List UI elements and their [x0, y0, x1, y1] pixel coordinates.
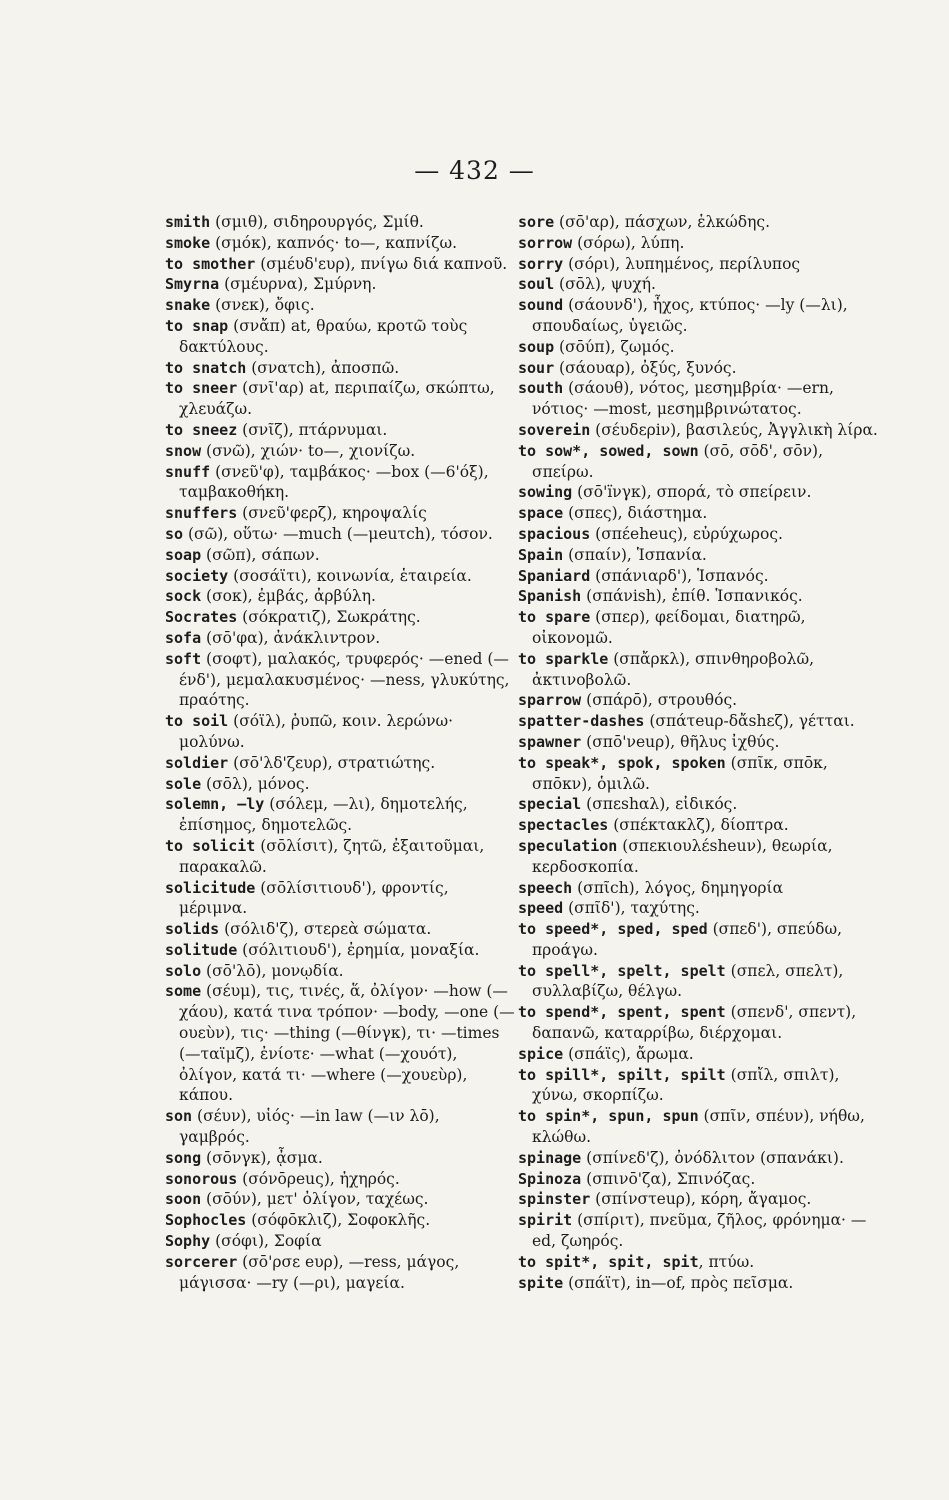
headword: sofa [165, 628, 202, 647]
dictionary-entry [518, 1210, 878, 1252]
definition: (σμιθ), σιδηρουργός, Σμίθ. [210, 213, 424, 231]
definition: (σνεκ), ὄφις. [210, 296, 315, 315]
headword: soap [165, 545, 202, 564]
definition: (σέυμ), τις, τινές, ἅ, ὀλίγον· —how (—χάου), κατά τινα τρόπον· —body, —one (—ουεὺν), τις· —thing (—θίνγκ), τι· —times (—ταϊμζ), ἐνίοτε· —what (—χουότ), ὀλίγον, κατά τι· —where (—χουεὺρ), κάπου. [179, 982, 515, 1105]
headword: Spaniard [518, 566, 591, 585]
headword: to sparkle [518, 649, 609, 668]
dictionary-entry [165, 420, 515, 441]
definition: (σπενδ', σπεντ), δαπανῶ, καταρρίβω, διέρχομαι. [532, 1003, 857, 1043]
dictionary-entry [165, 441, 515, 462]
definition: (σόνōρeuς), ἠχηρός. [237, 1169, 400, 1188]
definition: (σόφι), Σοφία [210, 1232, 322, 1251]
headword: snuff [165, 462, 211, 481]
definition: (σέυν), υἱός· —in law (—ιν λō), γαμβρός. [179, 1107, 440, 1147]
definition: (σοσάϊτι), κοινωνία, ἑταιρεία. [228, 566, 472, 585]
definition: (σμέυρνα), Σμύρνη. [219, 275, 377, 294]
definition: (σοφτ), μαλακός, τρυφερός· —ened (—ένδ'), μεμαλακυσμένος· —ness, γλυκύτης, πραότης. [179, 649, 510, 710]
dictionary-entry [518, 961, 878, 1003]
headword: song [165, 1148, 202, 1167]
dictionary-entry [518, 1169, 878, 1190]
headword: spice [518, 1044, 564, 1063]
definition: (σμόκ), καπνός· to—, καπνίζω. [210, 233, 458, 252]
headword: sonorous [165, 1169, 238, 1188]
headword: soft [165, 649, 202, 668]
headword: to speak*, spok, spoken [518, 753, 726, 772]
dictionary-entry [165, 607, 515, 628]
dictionary-entry [165, 503, 515, 524]
headword: smoke [165, 233, 211, 252]
headword: to sneer [165, 379, 238, 398]
definition: (σνεῦ'φ), ταμβάκος· —box (—6'όξ), ταμβακοθήκη. [179, 462, 489, 502]
headword: to soil [165, 712, 229, 731]
headword: to snap [165, 316, 229, 335]
definition: (σπες), διάστημα. [563, 504, 708, 523]
definition: (σπαίν), Ἱσπανία. [563, 545, 707, 564]
definition: (σπέκτακλζ), δίοπτρα. [608, 816, 789, 835]
definition: (σάουαρ), ὀξύς, ξυνός. [554, 358, 737, 377]
definition: (σπάρō), στρουθός. [581, 691, 738, 710]
headword: soup [518, 337, 555, 356]
headword: snake [165, 296, 211, 315]
definition: (σνἄπ) at, θραύω, κροτῶ τοὺς δακτύλους. [179, 316, 468, 356]
dictionary-entry [165, 794, 515, 836]
dictionary-entry [165, 233, 515, 254]
headword: some [165, 982, 202, 1001]
definition: (σπἄρκλ), σπινθηροβολῶ, ἀκτινοβολῶ. [532, 649, 815, 689]
dictionary-entry [518, 1252, 878, 1273]
dictionary-entry [518, 1106, 878, 1148]
headword: speed [518, 899, 564, 918]
definition: (σπἴλ, σπιλτ), χύνω, σκορπίζω. [532, 1065, 840, 1105]
definition: (σπάτeuρ-δἄshεζ), γέτται. [644, 712, 855, 731]
dictionary-entry [165, 316, 515, 358]
headword: Sophocles [165, 1211, 247, 1230]
dictionary-entry [165, 940, 515, 961]
dictionary-entry [518, 1002, 878, 1044]
definition: (σπελ, σπελτ), συλλαβίζω, θέλγω. [532, 961, 844, 1001]
headword: spinster [518, 1190, 591, 1209]
definition: (σόλιδ'ζ), στερεὰ σώματα. [219, 920, 432, 939]
definition: (σάουνδ'), ἦχος, κτύπος· —ly (—λι), σπουδαίως, ὑγειῶς. [532, 296, 848, 335]
definition: (σόφōκλιζ), Σοφοκλῆς. [246, 1211, 431, 1230]
definition: (σοκ), ἐμβάς, ἀρβύλη. [201, 587, 376, 606]
dictionary-entry [165, 836, 515, 878]
dictionary-entry [518, 482, 878, 503]
dictionary-entry [518, 337, 878, 358]
dictionary-entry [518, 1044, 878, 1065]
definition: (σνῶ), χιών· to—, χιονίζω. [201, 441, 416, 460]
definition: (σō, σōδ', σōν), σπείρω. [532, 441, 824, 481]
left-column [165, 212, 515, 1293]
headword: sound [518, 296, 564, 315]
headword: spatter-dashes [518, 712, 645, 731]
dictionary-entry [518, 711, 878, 732]
headword: speculation [518, 836, 618, 855]
definition: (σōλ), μόνος. [201, 774, 310, 793]
headword: sock [165, 587, 202, 606]
dictionary-entry [518, 753, 878, 795]
dictionary-entry [518, 1148, 878, 1169]
definition: (σπινō'ζα), Σπινόζας. [581, 1169, 756, 1188]
headword: solitude [165, 940, 238, 959]
dictionary-entry [518, 212, 878, 233]
dictionary-entry [165, 1169, 515, 1190]
dictionary-entry [165, 1106, 515, 1148]
definition: (σνῖζ), πτάρνυμαι. [237, 420, 388, 439]
headword: solemn, —ly [165, 795, 265, 814]
dictionary-entry [518, 358, 878, 379]
headword: spacious [518, 524, 591, 543]
definition: (σπέeheuς), εὐρύχωρος. [590, 524, 783, 543]
headword: son [165, 1107, 193, 1126]
dictionary-entry [518, 566, 878, 587]
headword: so [165, 524, 184, 543]
definition: (σō'λō), μονῳδία. [201, 961, 344, 980]
dictionary-entry [165, 981, 515, 1106]
definition: (σōλίσιτιουδ'), φροντίς, μέριμνα. [179, 878, 449, 918]
definition: (σō'αρ), πάσχων, ἑλκώδης. [554, 213, 770, 231]
dictionary-entry [518, 1189, 878, 1210]
dictionary-entry [165, 649, 515, 711]
definition: (σπίνστeuρ), κόρη, ἄγαμος. [590, 1190, 812, 1209]
dictionary-entry [165, 566, 515, 587]
definition: (σōνγκ), ᾆσμα. [201, 1148, 323, 1167]
headword: spite [518, 1273, 564, 1292]
definition: (σπεshαλ), εἰδικός. [581, 795, 738, 814]
headword: sparrow [518, 691, 582, 710]
dictionary-entry [165, 524, 515, 545]
dictionary-entry [165, 753, 515, 774]
headword: spawner [518, 732, 582, 751]
headword: soul [518, 275, 555, 294]
page-number: — 432 — [414, 156, 535, 185]
headword: sorrow [518, 233, 573, 252]
headword: Socrates [165, 608, 238, 627]
definition: (σέυδερiν), βασιλεύς, Ἀγγλικὴ λίρα. [590, 420, 878, 439]
headword: space [518, 504, 564, 523]
headword: Spain [518, 545, 564, 564]
headword: Sophy [165, 1232, 211, 1251]
dictionary-entry [518, 295, 878, 337]
definition: (σπίριτ), πνεῦμα, ζῆλος, φρόνημα· —ed, ζωηρός. [532, 1211, 867, 1251]
headword: to spill*, spilt, spilt [518, 1065, 726, 1084]
dictionary-entry [518, 233, 878, 254]
dictionary-entry [165, 919, 515, 940]
definition: (σō'ïνγκ), σπορά, τὸ σπείρειν. [572, 483, 812, 502]
dictionary-entry [165, 628, 515, 649]
headword: to speed*, sped, sped [518, 920, 708, 939]
dictionary-entry [518, 524, 878, 545]
definition: (σπῖν, σπέυν), νήθω, κλώθω. [532, 1107, 865, 1147]
definition: (σōύπ), ζωμός. [554, 337, 675, 356]
definition: (σπῖch), λόγος, δημηγορία [572, 878, 784, 897]
dictionary-entry [518, 1273, 878, 1294]
definition: (σμέυδ'ευρ), πνίγω διά καπνοῦ. [255, 254, 508, 273]
dictionary-entry [518, 441, 878, 483]
definition: (σōλ), ψυχή. [554, 275, 656, 294]
headword: south [518, 379, 564, 398]
headword: Smyrna [165, 275, 220, 294]
headword: sowing [518, 483, 573, 502]
headword: to spit*, spit, spit [518, 1252, 699, 1271]
definition: (σπάνιαρδ'), Ἱσπανός. [590, 566, 769, 585]
headword: society [165, 566, 229, 585]
dictionary-entry [518, 607, 878, 649]
headword: to spell*, spelt, spelt [518, 961, 726, 980]
dictionary-entry [165, 1231, 515, 1252]
headword: to smother [165, 254, 256, 273]
dictionary-entry [165, 212, 515, 233]
dictionary-entry [165, 774, 515, 795]
definition: (σōύν), μετ' ὀλίγον, ταχέως. [201, 1190, 429, 1209]
definition: (σπάϊτ), in—of, πρὸς πεῖσμα. [563, 1273, 794, 1292]
dictionary-entry [518, 815, 878, 836]
dictionary-entry [518, 586, 878, 607]
dictionary-entry [165, 1210, 515, 1231]
definition: (σῶ), οὕτω· —much (—μeuτch), τόσον. [183, 524, 493, 543]
dictionary-entry [518, 1065, 878, 1107]
definition: (σόρω), λύπη. [572, 233, 685, 252]
definition: (σō'φα), ἀνάκλιντρον. [201, 628, 381, 647]
dictionary-entry [518, 545, 878, 566]
definition: (σῶπ), σάπων. [201, 545, 320, 564]
dictionary-entry [165, 1252, 515, 1294]
headword: speech [518, 878, 573, 897]
dictionary-entry [165, 1148, 515, 1169]
headword: solo [165, 961, 202, 980]
definition: (σάουθ), νότος, μεσημβρία· —ern, νότιος· —most, μεσημβρινώτατος. [532, 379, 834, 419]
headword: smith [165, 213, 211, 231]
dictionary-entry [518, 794, 878, 815]
dictionary-entry [165, 295, 515, 316]
definition: (σόρι), λυπημένος, περίλυπος [563, 254, 801, 273]
definition: (σόκρατιζ), Σωκράτης. [237, 608, 421, 627]
headword: soverein [518, 420, 591, 439]
definition: (σō'λδ'ζευρ), στρατιώτης. [228, 753, 436, 772]
headword: special [518, 795, 582, 814]
dictionary-entry [518, 690, 878, 711]
definition: (σόλιτιουδ'), ἐρημία, μοναξία. [237, 940, 480, 959]
definition: (σπάνish), ἐπίθ. Ἱσπανικός. [581, 587, 803, 606]
dictionary-entry [165, 254, 515, 275]
dictionary-entry [165, 586, 515, 607]
definition: (σπῖκ, σπōκ, σπōκν), ὁμιλῶ. [532, 753, 828, 793]
headword: snuffers [165, 504, 238, 523]
dictionary-entry [518, 898, 878, 919]
dictionary-entry [165, 378, 515, 420]
dictionary-entry [165, 711, 515, 753]
definition: (σπεκιουλέsheuν), θεωρία, κερδοσκοπία. [532, 836, 833, 876]
definition: (σνατch), ἀποσπῶ. [246, 358, 400, 377]
definition: (σνεῦ'φερζ), κηροψαλίς [237, 504, 427, 523]
headword: sore [518, 213, 555, 231]
headword: snow [165, 441, 202, 460]
definition: (σόϊλ), ῥυπῶ, κοιν. λερώνω· μολύνω. [179, 712, 454, 751]
definition: (σνῖ'αρ) at, περιπαίζω, σκώπτω, χλευάζω. [179, 379, 495, 419]
headword: solicitude [165, 878, 256, 897]
definition: (σōλίσιτ), ζητῶ, ἐξαιτοῦμαι, παρακαλῶ. [179, 836, 485, 876]
headword: to solicit [165, 836, 256, 855]
headword: to sneez [165, 420, 238, 439]
dictionary-entry [518, 503, 878, 524]
dictionary-entry [165, 274, 515, 295]
definition: (σπερ), φείδομαι, διατηρῶ, οἰκονομῶ. [532, 608, 806, 647]
right-column [518, 212, 878, 1293]
headword: to spare [518, 608, 591, 627]
dictionary-entry [518, 378, 878, 420]
definition: (σπεδ'), σπεύδω, προάγω. [532, 920, 843, 959]
dictionary-entry [518, 836, 878, 878]
headword: to spend*, spent, spent [518, 1003, 726, 1022]
headword: soldier [165, 753, 229, 772]
dictionary-entry [518, 274, 878, 295]
definition: , πτύω. [698, 1252, 755, 1271]
headword: spirit [518, 1211, 573, 1230]
headword: to spin*, spun, spun [518, 1107, 699, 1126]
headword: sorcerer [165, 1252, 238, 1271]
dictionary-entry [518, 878, 878, 899]
headword: Spanish [518, 587, 582, 606]
headword: sorry [518, 254, 564, 273]
dictionary-entry [165, 358, 515, 379]
definition: (σόλεμ, —λι), δημοτελής, ἐπίσημος, δημοτελῶς. [179, 795, 468, 835]
dictionary-entry [165, 462, 515, 504]
dictionary-entry [518, 649, 878, 691]
dictionary-entry [165, 1189, 515, 1210]
definition: (σπῖδ'), ταχύτης. [563, 899, 700, 918]
definition: (σπίνεδ'ζ), ὀνόδλιτον (σπανάκι). [581, 1148, 844, 1167]
headword: Spinoza [518, 1169, 582, 1188]
headword: to sow*, sowed, sown [518, 441, 699, 460]
headword: spinage [518, 1148, 582, 1167]
headword: sour [518, 358, 555, 377]
dictionary-entry [518, 420, 878, 441]
headword: sole [165, 774, 202, 793]
dictionary-entry [165, 961, 515, 982]
dictionary-entry [518, 732, 878, 753]
headword: solids [165, 920, 220, 939]
dictionary-entry [518, 254, 878, 275]
dictionary-entry [518, 919, 878, 961]
definition: (σō'ρσε eυρ), —ress, μάγος, μάγισσα· —ry (—ρι), μαγεία. [179, 1252, 460, 1292]
dictionary-entry [165, 545, 515, 566]
headword: to snatch [165, 358, 247, 377]
dictionary-entry [165, 878, 515, 920]
definition: (σπō'νeuρ), θῆλυς ἰχθύς. [581, 732, 780, 751]
headword: spectacles [518, 816, 609, 835]
headword: soon [165, 1190, 202, 1209]
definition: (σπάϊς), ἄρωμα. [563, 1044, 694, 1063]
